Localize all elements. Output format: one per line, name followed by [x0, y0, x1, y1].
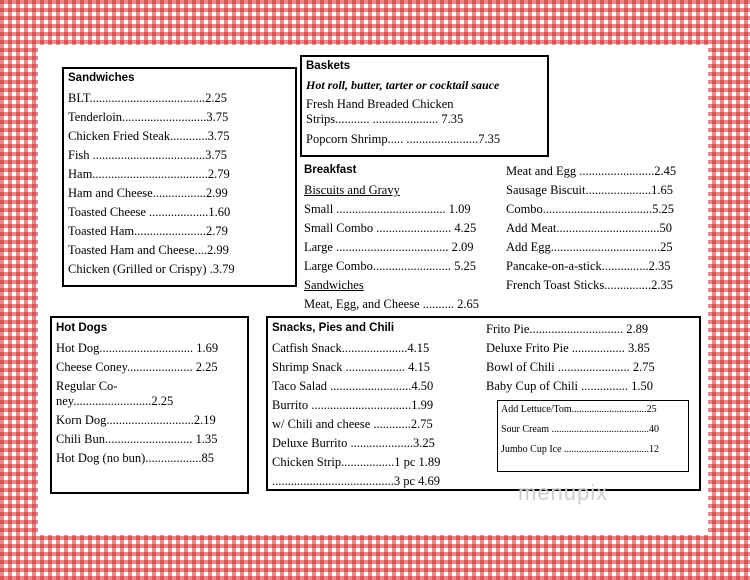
- baskets-title: Baskets: [306, 60, 351, 72]
- menu-item: Frito Pie.............................. 2.89: [486, 322, 649, 336]
- sandwiches-title: Sandwiches: [68, 72, 135, 84]
- menu-item: Large .................................... 2.09: [304, 240, 474, 254]
- menu-item: Taco Salad ..........................4.50: [272, 379, 434, 393]
- menu-item: Small Combo ........................ 4.25: [304, 221, 477, 235]
- menu-item: Chicken Fried Steak............3.75: [68, 129, 230, 143]
- menu-item: French Toast Sticks...............2.35: [506, 278, 673, 292]
- addons-box: [497, 400, 689, 472]
- menu-item: Meat and Egg ........................2.45: [506, 164, 677, 178]
- menu-item: Toasted Ham.......................2.79: [68, 224, 228, 238]
- menu-item: Meat, Egg, and Cheese .......... 2.65: [304, 297, 479, 311]
- menu-item: Add Egg...................................25: [506, 240, 673, 254]
- menu-item: Chicken (Grilled or Crispy) .3.79: [68, 262, 235, 276]
- menu-item: Chicken Strip.................1 pc 1.89: [272, 455, 441, 469]
- menu-item: BLT.....................................2.25: [68, 91, 228, 105]
- menu-item: Ham and Cheese.................2.99: [68, 186, 228, 200]
- baskets-box: [300, 55, 549, 157]
- menu-item: Large Combo......................... 5.25: [304, 259, 476, 273]
- menu-item: Korn Dog............................2.19: [56, 413, 216, 427]
- menu-item: Combo...................................5.25: [506, 202, 675, 216]
- menu-item: Bowl of Chili ....................... 2.75: [486, 360, 655, 374]
- menu-item: Toasted Ham and Cheese....2.99: [68, 243, 229, 257]
- addon-item: Jumbo Cup Ice ..................................12: [501, 444, 660, 455]
- menu-item: Burrito ................................1.99: [272, 398, 434, 412]
- menu-item: Regular Co-: [56, 379, 118, 393]
- baskets-subtitle: Hot roll, butter, tarter or cocktail sauce: [306, 78, 500, 92]
- menu-item: Chili Bun............................ 1.35: [56, 432, 218, 446]
- breakfast-section: [304, 160, 704, 320]
- menu-item: Hot Dog (no bun)..................85: [56, 451, 214, 465]
- sandwiches-box: [62, 67, 297, 287]
- menu-item: Strips........... ..................... 7.35: [306, 112, 464, 126]
- menu-item: Pancake-on-a-stick...............2.35: [506, 259, 671, 273]
- breakfast-sandwiches-heading: Sandwiches: [304, 278, 364, 292]
- menu-item: Catfish Snack.....................4.15: [272, 341, 430, 355]
- menu-item: Deluxe Frito Pie ................. 3.85: [486, 341, 650, 355]
- menu-item: Ham.....................................2.79: [68, 167, 230, 181]
- menu-item: Fish ....................................3.75: [68, 148, 228, 162]
- menu-item: Baby Cup of Chili ............... 1.50: [486, 379, 654, 393]
- menu-item: Deluxe Burrito ....................3.25: [272, 436, 435, 450]
- hot-dogs-title: Hot Dogs: [56, 322, 108, 334]
- menu-item: Cheese Coney..................... 2.25: [56, 360, 218, 374]
- menu-item: Toasted Cheese ...................1.60: [68, 205, 231, 219]
- menu-item: Sausage Biscuit.....................1.65: [506, 183, 674, 197]
- addon-item: Add Lettuce/Tom..............................25: [501, 404, 657, 415]
- hot-dogs-box: [50, 316, 249, 494]
- menu-item: .......................................3 pc 4.69: [272, 474, 441, 488]
- addon-item: Sour Cream .......................................40: [501, 424, 660, 435]
- menu-item: w/ Chili and cheese ............2.75: [272, 417, 433, 431]
- menu-item: ney.........................2.25: [56, 394, 174, 408]
- menu-item: Hot Dog.............................. 1.69: [56, 341, 219, 355]
- biscuits-heading: Biscuits and Gravy: [304, 183, 400, 197]
- menu-item: Shrimp Snack ................... 4.15: [272, 360, 430, 374]
- menu-item: Tenderloin...........................3.75: [68, 110, 229, 124]
- menu-item: Fresh Hand Breaded Chicken: [306, 97, 454, 111]
- menu-item: Add Meat.................................50: [506, 221, 672, 235]
- breakfast-title: Breakfast: [304, 164, 357, 176]
- menu-item: Popcorn Shrimp..... .......................7.35: [306, 132, 501, 146]
- snacks-box: [266, 316, 701, 491]
- watermark: menupix: [518, 480, 609, 505]
- menu-paper: [38, 45, 708, 535]
- menu-item: Small ................................... 1.09: [304, 202, 471, 216]
- snacks-title: Snacks, Pies and Chili: [272, 322, 395, 334]
